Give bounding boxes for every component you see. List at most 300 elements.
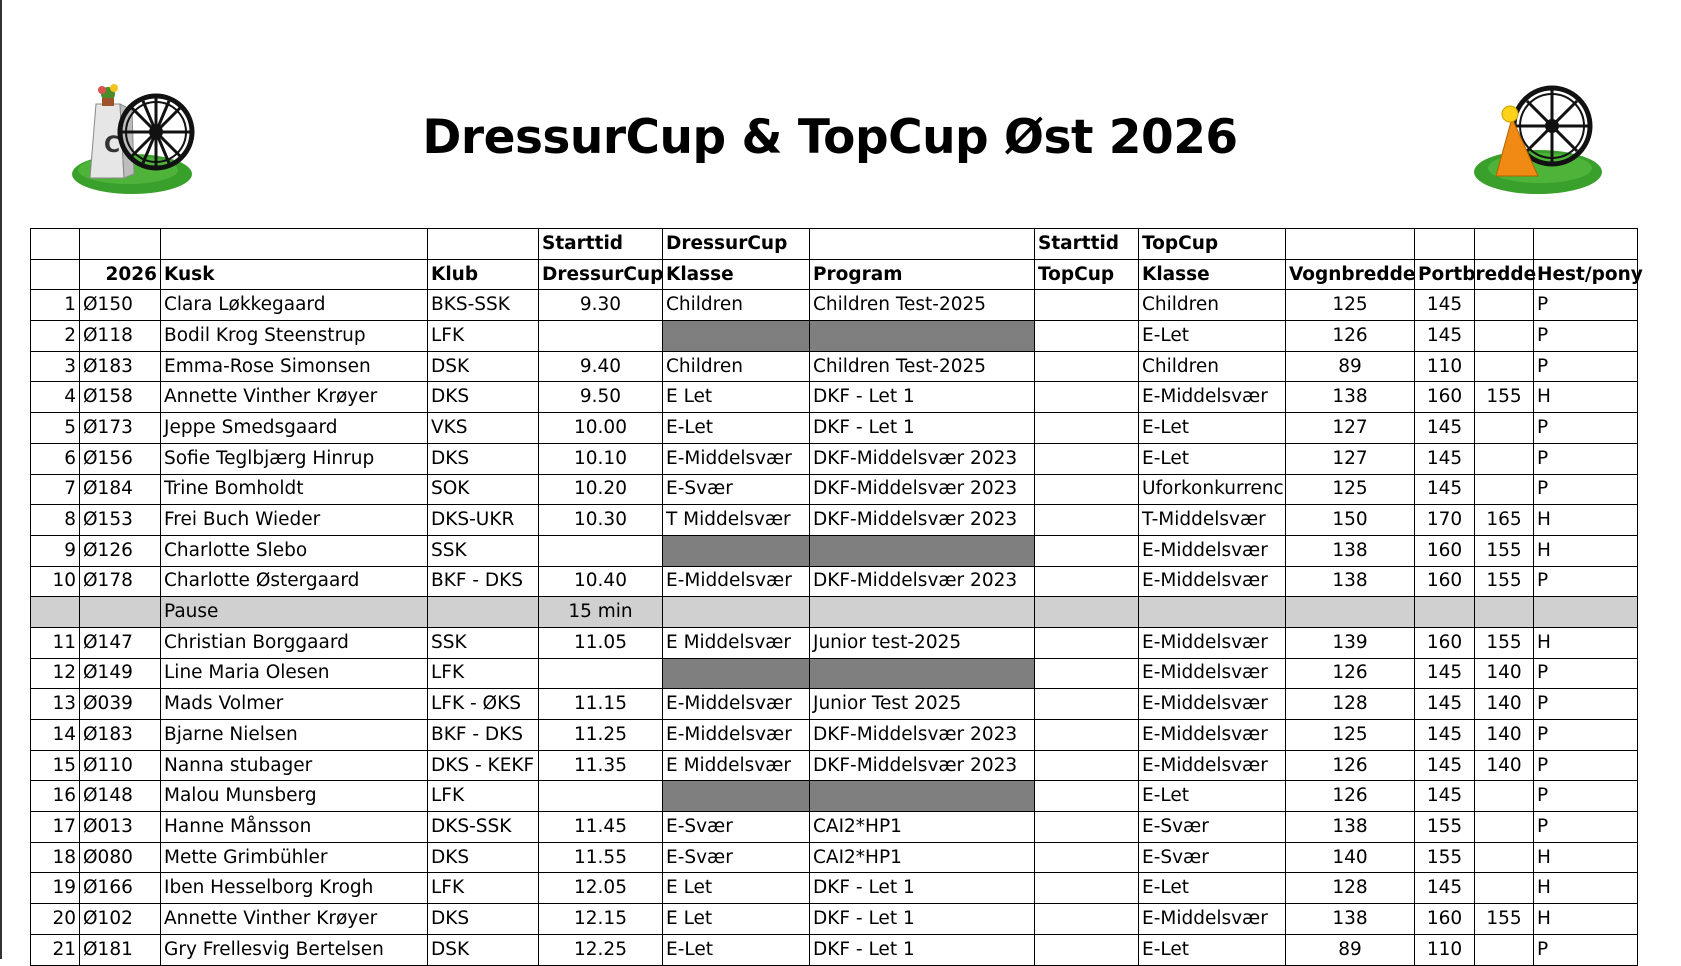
cell-portbredde-2: 140 <box>1475 689 1534 720</box>
cell-portbredde-2: 155 <box>1475 904 1534 935</box>
cell-klasse-topcup: E-Middelsvær <box>1139 566 1286 597</box>
cell-klasse-topcup: E-Svær <box>1139 812 1286 843</box>
cell-starttid-dressurcup <box>539 321 663 352</box>
cell-klub <box>428 597 539 628</box>
cell-kusk: Nanna stubager <box>161 750 428 781</box>
cell-portbredde: 145 <box>1415 689 1475 720</box>
cell-starttid-topcup <box>1035 750 1139 781</box>
header-row-2 <box>31 259 1638 290</box>
cell-klasse-topcup: E-Middelsvær <box>1139 720 1286 751</box>
cell-klasse-dressur: E Middelsvær <box>663 750 810 781</box>
cell-program: Junior Test 2025 <box>810 689 1035 720</box>
cell-program: DKF - Let 1 <box>810 413 1035 444</box>
cell-portbredde-2 <box>1475 781 1534 812</box>
cell-program: DKF-Middelsvær 2023 <box>810 750 1035 781</box>
cell-kusk: Trine Bomholdt <box>161 474 428 505</box>
cell-vognbredde: 138 <box>1286 382 1415 413</box>
cell-starttid-dressurcup: 10.10 <box>539 443 663 474</box>
table-row <box>31 474 1638 505</box>
cell-starttid-dressurcup: 11.25 <box>539 720 663 751</box>
cell-starttid-dressurcup <box>539 781 663 812</box>
cell-hest-pony: P <box>1534 689 1638 720</box>
cell-klasse-topcup: E-Middelsvær <box>1139 382 1286 413</box>
cell-klasse-topcup: E-Middelsvær <box>1139 750 1286 781</box>
cell-portbredde: 145 <box>1415 720 1475 751</box>
cell-nr: 20 <box>31 904 80 935</box>
cell-klasse-dressur: E-Svær <box>663 474 810 505</box>
cell-vognbredde: 127 <box>1286 443 1415 474</box>
cell-portbredde-2 <box>1475 351 1534 382</box>
cell-hest-pony: P <box>1534 658 1638 689</box>
table-row <box>31 505 1638 536</box>
cell-starttid-topcup <box>1035 873 1139 904</box>
cell-portbredde: 160 <box>1415 566 1475 597</box>
cell-klasse-topcup: E-Svær <box>1139 842 1286 873</box>
table-row <box>31 658 1638 689</box>
cell-kusk: Frei Buch Wieder <box>161 505 428 536</box>
cell-klub: DSK <box>428 934 539 965</box>
cell-starttid-topcup <box>1035 627 1139 658</box>
cell-kusk: Mette Grimbühler <box>161 842 428 873</box>
header-topcup: TopCup <box>1035 259 1139 290</box>
table-row <box>31 934 1638 965</box>
table-row <box>31 382 1638 413</box>
header-cell <box>31 229 80 260</box>
cell-program: DKF - Let 1 <box>810 382 1035 413</box>
cell-hest-pony: H <box>1534 535 1638 566</box>
header-cell <box>161 229 428 260</box>
cell-kusk: Jeppe Smedsgaard <box>161 413 428 444</box>
cell-kusk: Sofie Teglbjærg Hinrup <box>161 443 428 474</box>
cell-klasse-dressur: E Let <box>663 873 810 904</box>
cell-starttid-dressurcup: 12.25 <box>539 934 663 965</box>
cell-hest-pony <box>1534 597 1638 628</box>
cell-klasse-dressur <box>663 658 810 689</box>
cell-klasse-dressur: E Let <box>663 904 810 935</box>
cell-portbredde: 160 <box>1415 382 1475 413</box>
table-row <box>31 873 1638 904</box>
cell-id: Ø013 <box>80 812 161 843</box>
cell-portbredde-2: 165 <box>1475 505 1534 536</box>
cell-portbredde-2: 140 <box>1475 658 1534 689</box>
cell-klasse-dressur: E Let <box>663 382 810 413</box>
page-edge-rule <box>0 0 2 959</box>
cell-klasse-dressur: E-Let <box>663 413 810 444</box>
cell-nr: 8 <box>31 505 80 536</box>
cell-nr: 16 <box>31 781 80 812</box>
table-row <box>31 535 1638 566</box>
cell-starttid-dressurcup <box>539 658 663 689</box>
cell-hest-pony: P <box>1534 351 1638 382</box>
cell-klasse-topcup: E-Middelsvær <box>1139 904 1286 935</box>
cell-vognbredde: 138 <box>1286 535 1415 566</box>
cell-starttid-topcup <box>1035 413 1139 444</box>
cell-vognbredde: 126 <box>1286 781 1415 812</box>
cell-klasse-topcup: Children <box>1139 351 1286 382</box>
cell-portbredde-2 <box>1475 290 1534 321</box>
cell-starttid-dressurcup: 12.05 <box>539 873 663 904</box>
cell-klasse-dressur: Children <box>663 290 810 321</box>
cell-vognbredde: 138 <box>1286 812 1415 843</box>
cell-nr: 9 <box>31 535 80 566</box>
cell-kusk: Line Maria Olesen <box>161 658 428 689</box>
header-klasse-topcup: Klasse <box>1139 259 1286 290</box>
cell-klasse-topcup: E-Let <box>1139 934 1286 965</box>
cell-klub: DKS <box>428 842 539 873</box>
cell-nr: 1 <box>31 290 80 321</box>
cell-program: CAI2*HP1 <box>810 842 1035 873</box>
cell-hest-pony: P <box>1534 781 1638 812</box>
cell-id: Ø181 <box>80 934 161 965</box>
cell-id: Ø118 <box>80 321 161 352</box>
cell-vognbredde: 139 <box>1286 627 1415 658</box>
cell-kusk: Bodil Krog Steenstrup <box>161 321 428 352</box>
cell-klub: BKS-SSK <box>428 290 539 321</box>
c-marker-wheel-logo <box>68 74 196 202</box>
cell-klasse-dressur: E-Middelsvær <box>663 566 810 597</box>
cell-kusk: Bjarne Nielsen <box>161 720 428 751</box>
table-row <box>31 781 1638 812</box>
cell-id: Ø147 <box>80 627 161 658</box>
cell-portbredde-2 <box>1475 443 1534 474</box>
cell-hest-pony: P <box>1534 474 1638 505</box>
cell-hest-pony: H <box>1534 627 1638 658</box>
cell-klub: DSK <box>428 351 539 382</box>
cell-starttid-topcup <box>1035 904 1139 935</box>
header-nr <box>31 259 80 290</box>
header-vognbredde: Vognbredde <box>1286 259 1415 290</box>
cell-vognbredde <box>1286 597 1415 628</box>
cell-portbredde: 145 <box>1415 290 1475 321</box>
table-row <box>31 413 1638 444</box>
cell-portbredde: 145 <box>1415 474 1475 505</box>
header-cell <box>810 229 1035 260</box>
table-row <box>31 627 1638 658</box>
cone-wheel-logo <box>1472 74 1604 202</box>
cell-program: DKF-Middelsvær 2023 <box>810 720 1035 751</box>
cell-portbredde-2 <box>1475 842 1534 873</box>
cell-klasse-topcup: T-Middelsvær <box>1139 505 1286 536</box>
cell-id: Ø158 <box>80 382 161 413</box>
cell-klasse-topcup: E-Middelsvær <box>1139 627 1286 658</box>
cell-nr: 2 <box>31 321 80 352</box>
cell-program <box>810 535 1035 566</box>
cell-kusk: Emma-Rose Simonsen <box>161 351 428 382</box>
cell-starttid-topcup <box>1035 934 1139 965</box>
cell-klasse-topcup: E-Let <box>1139 873 1286 904</box>
cell-vognbredde: 126 <box>1286 321 1415 352</box>
cell-starttid-topcup <box>1035 689 1139 720</box>
table-row <box>31 443 1638 474</box>
cell-portbredde-2 <box>1475 873 1534 904</box>
table-row <box>31 842 1638 873</box>
cell-starttid-topcup <box>1035 474 1139 505</box>
cell-starttid-dressurcup: 9.50 <box>539 382 663 413</box>
cell-portbredde: 145 <box>1415 413 1475 444</box>
cell-starttid-dressurcup: 15 min <box>539 597 663 628</box>
cell-klub: DKS - KEKF <box>428 750 539 781</box>
cell-program <box>810 781 1035 812</box>
cell-hest-pony: P <box>1534 290 1638 321</box>
cell-nr: 14 <box>31 720 80 751</box>
cell-id: Ø178 <box>80 566 161 597</box>
cell-hest-pony: P <box>1534 812 1638 843</box>
cell-portbredde-2: 155 <box>1475 535 1534 566</box>
cell-klasse-topcup: Uforkonkurrenc <box>1139 474 1286 505</box>
cell-hest-pony: P <box>1534 934 1638 965</box>
cell-starttid-topcup <box>1035 321 1139 352</box>
cell-nr: 15 <box>31 750 80 781</box>
cell-portbredde: 145 <box>1415 873 1475 904</box>
header-starttid-topcup: Starttid <box>1035 229 1139 260</box>
cell-nr: 3 <box>31 351 80 382</box>
cell-vognbredde: 89 <box>1286 351 1415 382</box>
cell-kusk: Annette Vinther Krøyer <box>161 904 428 935</box>
cell-klub: SSK <box>428 535 539 566</box>
cell-kusk: Mads Volmer <box>161 689 428 720</box>
cell-starttid-topcup <box>1035 535 1139 566</box>
cell-nr: 18 <box>31 842 80 873</box>
cell-starttid-dressurcup: 11.35 <box>539 750 663 781</box>
cell-klasse-topcup: E-Let <box>1139 321 1286 352</box>
header-cell <box>1415 229 1475 260</box>
cell-kusk: Malou Munsberg <box>161 781 428 812</box>
cell-klasse-dressur: E-Middelsvær <box>663 443 810 474</box>
cell-hest-pony: H <box>1534 382 1638 413</box>
cell-id: Ø153 <box>80 505 161 536</box>
cell-nr: 17 <box>31 812 80 843</box>
cell-id: Ø126 <box>80 535 161 566</box>
header-portbredde: Portbredde <box>1415 259 1475 290</box>
cell-starttid-topcup <box>1035 505 1139 536</box>
header-cell <box>80 229 161 260</box>
table-row <box>31 720 1638 751</box>
cell-program: DKF-Middelsvær 2023 <box>810 443 1035 474</box>
cell-kusk: Charlotte Østergaard <box>161 566 428 597</box>
cell-id <box>80 597 161 628</box>
cell-klub: LFK <box>428 658 539 689</box>
cell-starttid-dressurcup: 10.20 <box>539 474 663 505</box>
cell-portbredde: 155 <box>1415 812 1475 843</box>
cell-klub: BKF - DKS <box>428 720 539 751</box>
page-title: DressurCup & TopCup Øst 2026 <box>422 110 1238 165</box>
cell-portbredde-2 <box>1475 934 1534 965</box>
cell-starttid-dressurcup <box>539 535 663 566</box>
cell-id: Ø184 <box>80 474 161 505</box>
cell-hest-pony: P <box>1534 720 1638 751</box>
table-row <box>31 290 1638 321</box>
cell-portbredde: 155 <box>1415 842 1475 873</box>
cell-klasse-topcup <box>1139 597 1286 628</box>
cell-program: DKF - Let 1 <box>810 904 1035 935</box>
cell-program <box>810 321 1035 352</box>
cell-kusk: Christian Borggaard <box>161 627 428 658</box>
cell-hest-pony: P <box>1534 750 1638 781</box>
cell-hest-pony: H <box>1534 873 1638 904</box>
cell-klasse-dressur: E-Svær <box>663 842 810 873</box>
schedule-table <box>30 228 1643 966</box>
cell-vognbredde: 140 <box>1286 842 1415 873</box>
cell-nr: 4 <box>31 382 80 413</box>
cell-starttid-dressurcup: 10.40 <box>539 566 663 597</box>
cell-klasse-dressur: E Middelsvær <box>663 627 810 658</box>
header-topcup: TopCup <box>1139 229 1286 260</box>
cell-klub: LFK <box>428 321 539 352</box>
cell-program: DKF-Middelsvær 2023 <box>810 566 1035 597</box>
cell-klasse-dressur <box>663 535 810 566</box>
cell-klasse-dressur <box>663 597 810 628</box>
cell-portbredde: 110 <box>1415 351 1475 382</box>
cell-hest-pony: H <box>1534 505 1638 536</box>
cell-klasse-dressur: Children <box>663 351 810 382</box>
cell-nr: 10 <box>31 566 80 597</box>
cell-portbredde: 145 <box>1415 658 1475 689</box>
cell-starttid-dressurcup: 11.05 <box>539 627 663 658</box>
cell-klasse-topcup: Children <box>1139 290 1286 321</box>
header-program: Program <box>810 259 1035 290</box>
cell-vognbredde: 150 <box>1286 505 1415 536</box>
cell-klasse-topcup: E-Let <box>1139 443 1286 474</box>
cell-portbredde: 160 <box>1415 627 1475 658</box>
cell-portbredde: 145 <box>1415 750 1475 781</box>
table-row <box>31 689 1638 720</box>
cell-klub: BKF - DKS <box>428 566 539 597</box>
cell-vognbredde: 127 <box>1286 413 1415 444</box>
cell-klasse-dressur: E-Let <box>663 934 810 965</box>
cell-hest-pony: H <box>1534 904 1638 935</box>
cell-id: Ø110 <box>80 750 161 781</box>
cell-nr: 7 <box>31 474 80 505</box>
header-year: 2026 <box>80 259 161 290</box>
cell-nr: 21 <box>31 934 80 965</box>
cell-portbredde: 110 <box>1415 934 1475 965</box>
cell-nr: 19 <box>31 873 80 904</box>
cell-vognbredde: 125 <box>1286 290 1415 321</box>
cell-kusk: Iben Hesselborg Krogh <box>161 873 428 904</box>
cell-starttid-topcup <box>1035 842 1139 873</box>
cell-program: Children Test-2025 <box>810 290 1035 321</box>
cell-klub: SSK <box>428 627 539 658</box>
cell-id: Ø039 <box>80 689 161 720</box>
cell-portbredde-2 <box>1475 597 1534 628</box>
cell-portbredde-2: 140 <box>1475 750 1534 781</box>
cell-klub: LFK - ØKS <box>428 689 539 720</box>
cell-nr: 5 <box>31 413 80 444</box>
cell-klasse-dressur: E-Svær <box>663 812 810 843</box>
cell-portbredde: 160 <box>1415 535 1475 566</box>
cell-klub: DKS-UKR <box>428 505 539 536</box>
cell-portbredde <box>1415 597 1475 628</box>
logo-letter-c: C <box>104 133 121 158</box>
cell-program: Junior test-2025 <box>810 627 1035 658</box>
cell-klasse-topcup: E-Let <box>1139 781 1286 812</box>
cell-starttid-topcup <box>1035 566 1139 597</box>
table-row <box>31 812 1638 843</box>
table-row <box>31 321 1638 352</box>
cell-starttid-topcup <box>1035 781 1139 812</box>
cell-portbredde-2 <box>1475 812 1534 843</box>
cell-hest-pony: P <box>1534 443 1638 474</box>
cell-portbredde-2: 155 <box>1475 382 1534 413</box>
cell-id: Ø149 <box>80 658 161 689</box>
cell-starttid-dressurcup: 10.00 <box>539 413 663 444</box>
header-cell <box>428 229 539 260</box>
cell-nr: 13 <box>31 689 80 720</box>
cell-starttid-dressurcup: 11.15 <box>539 689 663 720</box>
cell-klub: SOK <box>428 474 539 505</box>
cell-hest-pony: P <box>1534 413 1638 444</box>
cell-vognbredde: 128 <box>1286 689 1415 720</box>
cell-klub: DKS <box>428 382 539 413</box>
cell-klasse-topcup: E-Middelsvær <box>1139 535 1286 566</box>
cell-portbredde-2: 155 <box>1475 566 1534 597</box>
header-dressurcup: DressurCup <box>539 259 663 290</box>
cell-klub: DKS-SSK <box>428 812 539 843</box>
cell-vognbredde: 138 <box>1286 904 1415 935</box>
cell-nr: 11 <box>31 627 80 658</box>
cell-vognbredde: 126 <box>1286 750 1415 781</box>
cell-starttid-topcup <box>1035 351 1139 382</box>
cell-starttid-dressurcup: 9.30 <box>539 290 663 321</box>
cell-id: Ø183 <box>80 351 161 382</box>
cell-kusk: Annette Vinther Krøyer <box>161 382 428 413</box>
cell-program: DKF - Let 1 <box>810 934 1035 965</box>
cell-kusk: Pause <box>161 597 428 628</box>
cell-id: Ø148 <box>80 781 161 812</box>
cell-kusk: Charlotte Slebo <box>161 535 428 566</box>
cell-program: CAI2*HP1 <box>810 812 1035 843</box>
header-hest-pony: Hest/pony <box>1534 259 1638 290</box>
cell-vognbredde: 126 <box>1286 658 1415 689</box>
cell-klasse-dressur <box>663 781 810 812</box>
cell-hest-pony: P <box>1534 566 1638 597</box>
cell-program <box>810 597 1035 628</box>
cell-id: Ø080 <box>80 842 161 873</box>
cell-id: Ø183 <box>80 720 161 751</box>
cell-klasse-topcup: E-Middelsvær <box>1139 689 1286 720</box>
cell-nr: 6 <box>31 443 80 474</box>
cell-starttid-dressurcup: 9.40 <box>539 351 663 382</box>
cell-id: Ø102 <box>80 904 161 935</box>
cell-klasse-dressur: E-Middelsvær <box>663 720 810 751</box>
cell-nr <box>31 597 80 628</box>
cell-kusk: Clara Løkkegaard <box>161 290 428 321</box>
cell-starttid-topcup <box>1035 597 1139 628</box>
cell-starttid-dressurcup: 12.15 <box>539 904 663 935</box>
cell-program: Children Test-2025 <box>810 351 1035 382</box>
cell-starttid-topcup <box>1035 720 1139 751</box>
cell-id: Ø150 <box>80 290 161 321</box>
cell-program <box>810 658 1035 689</box>
header-klasse-dressur: Klasse <box>663 259 810 290</box>
cell-starttid-topcup <box>1035 658 1139 689</box>
cell-id: Ø166 <box>80 873 161 904</box>
cell-vognbredde: 89 <box>1286 934 1415 965</box>
cell-portbredde-2 <box>1475 413 1534 444</box>
cell-hest-pony: P <box>1534 321 1638 352</box>
table-row <box>31 566 1638 597</box>
table-row <box>31 904 1638 935</box>
cell-klub: LFK <box>428 781 539 812</box>
cell-klasse-dressur: T Middelsvær <box>663 505 810 536</box>
cell-portbredde-2: 155 <box>1475 627 1534 658</box>
cell-hest-pony: H <box>1534 842 1638 873</box>
table-row <box>31 750 1638 781</box>
header-dressurcup: DressurCup <box>663 229 810 260</box>
cell-starttid-dressurcup: 11.55 <box>539 842 663 873</box>
cell-klub: LFK <box>428 873 539 904</box>
header-kusk: Kusk <box>161 259 428 290</box>
